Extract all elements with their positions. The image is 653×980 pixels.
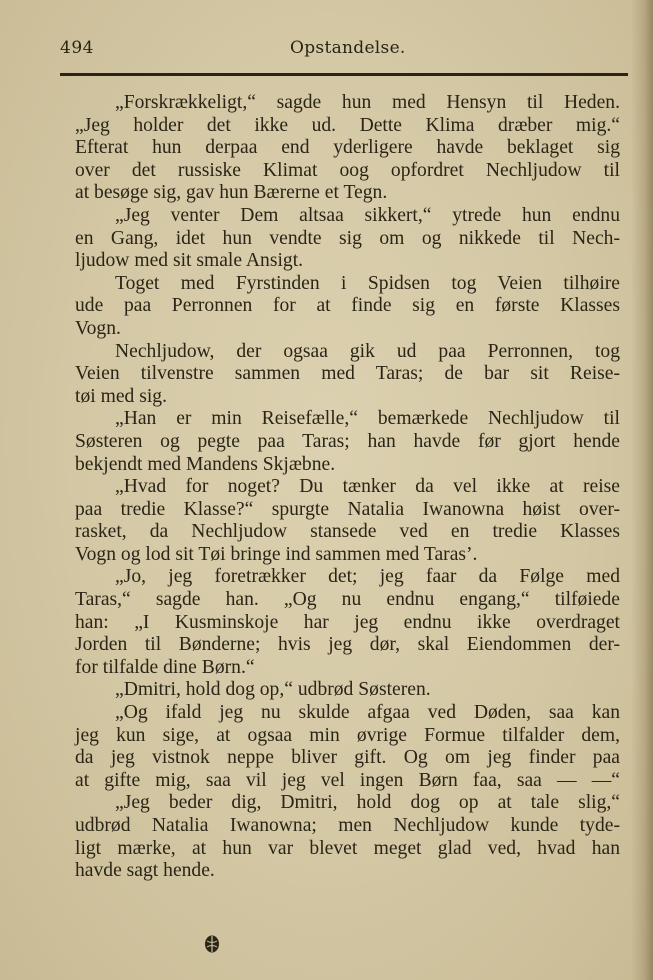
body-text xyxy=(75,92,620,883)
text-line: „Jeg venter Dem altsaa sikkert,“ ytrede hun endnu xyxy=(115,204,620,226)
text-line: ljudow med sit smale Ansigt. xyxy=(75,250,304,272)
text-line: Jorden til Bønderne; hvis jeg dør, skal Eiendommen der- xyxy=(75,634,620,656)
text-line: for tilfalde dine Børn.“ xyxy=(75,656,255,678)
header-rule xyxy=(60,73,628,76)
text-line: ligt mærke, at hun var blevet meget glad ved, hvad han xyxy=(75,837,620,859)
printer-mark-icon xyxy=(203,934,221,954)
text-line: tøi med sig. xyxy=(75,385,167,407)
text-line: havde sagt hende. xyxy=(75,860,215,882)
page-edge-shadow xyxy=(631,0,653,980)
text-line: „Og ifald jeg nu skulde afgaa ved Døden, saa kan xyxy=(115,702,620,724)
running-title: Opstandelse. xyxy=(290,38,406,58)
text-line: da jeg vistnok neppe bliver gift. Og om jeg finder paa xyxy=(75,747,620,769)
text-line: Taras,“ sagde han. „Og nu endnu engang,“ tilføiede xyxy=(75,589,620,611)
text-line: „Forskrækkeligt,“ sagde hun med Hensyn til Heden. xyxy=(115,92,620,113)
text-line: „Hvad for noget? Du tænker da vel ikke at reise xyxy=(115,476,620,498)
text-line: Vogn. xyxy=(75,317,121,339)
text-line: en Gang, idet hun vendte sig om og nikkede til Nech- xyxy=(75,227,620,249)
text-line: paa tredie Klasse?“ spurgte Natalia Iwanowna høist over- xyxy=(75,498,620,520)
text-line: jeg kun sige, at ogsaa min øvrige Formue tilfalder dem, xyxy=(75,724,620,746)
text-line: at gifte mig, saa vil jeg vel ingen Børn faa, saa — —“ xyxy=(75,769,620,791)
text-line: Veien tilvenstre sammen med Taras; de bar sit Reise- xyxy=(75,363,620,385)
text-line: Nechljudow, der ogsaa gik ud paa Perronnen, tog xyxy=(115,340,620,362)
text-line: rasket, da Nechljudow stansede ved en tredie Klasses xyxy=(75,521,620,543)
text-line: „Dmitri, hold dog op,“ udbrød Søsteren. xyxy=(115,679,431,701)
text-line: bekjendt med Mandens Skjæbne. xyxy=(75,453,336,475)
text-line: „Jo, jeg foretrækker det; jeg faar da Følge med xyxy=(115,566,620,588)
text-line: udbrød Natalia Iwanowna; men Nechljudow kunde tyde- xyxy=(75,815,620,836)
text-line: Vogn og lod sit Tøi bringe ind sammen med Taras’. xyxy=(75,543,478,565)
text-line: at besøge sig, gav hun Bærerne et Tegn. xyxy=(75,182,388,204)
text-line: over det russiske Klimat oog opfordret Nechljudow til xyxy=(75,159,620,181)
text-line: Efterat hun derpaa end yderligere havde beklaget sig xyxy=(75,137,620,159)
text-line: ude paa Perronnen for at finde sig en første Klasses xyxy=(75,295,620,317)
page-number: 494 xyxy=(60,38,94,58)
text-line: „Jeg beder dig, Dmitri, hold dog op at tale slig,“ xyxy=(115,792,620,814)
text-line: „Han er min Reisefælle,“ bemærkede Nechljudow til xyxy=(115,408,620,430)
text-line: „Jeg holder det ikke ud. Dette Klima dræber mig.“ xyxy=(75,114,620,136)
text-line: han: „I Kusminskoje har jeg endnu ikke overdraget xyxy=(75,611,620,633)
text-line: Søsteren og pegte paa Taras; han havde før gjort hende xyxy=(75,430,620,452)
text-line: Toget med Fyrstinden i Spidsen tog Veien tilhøire xyxy=(115,272,620,294)
page-header xyxy=(60,38,620,72)
